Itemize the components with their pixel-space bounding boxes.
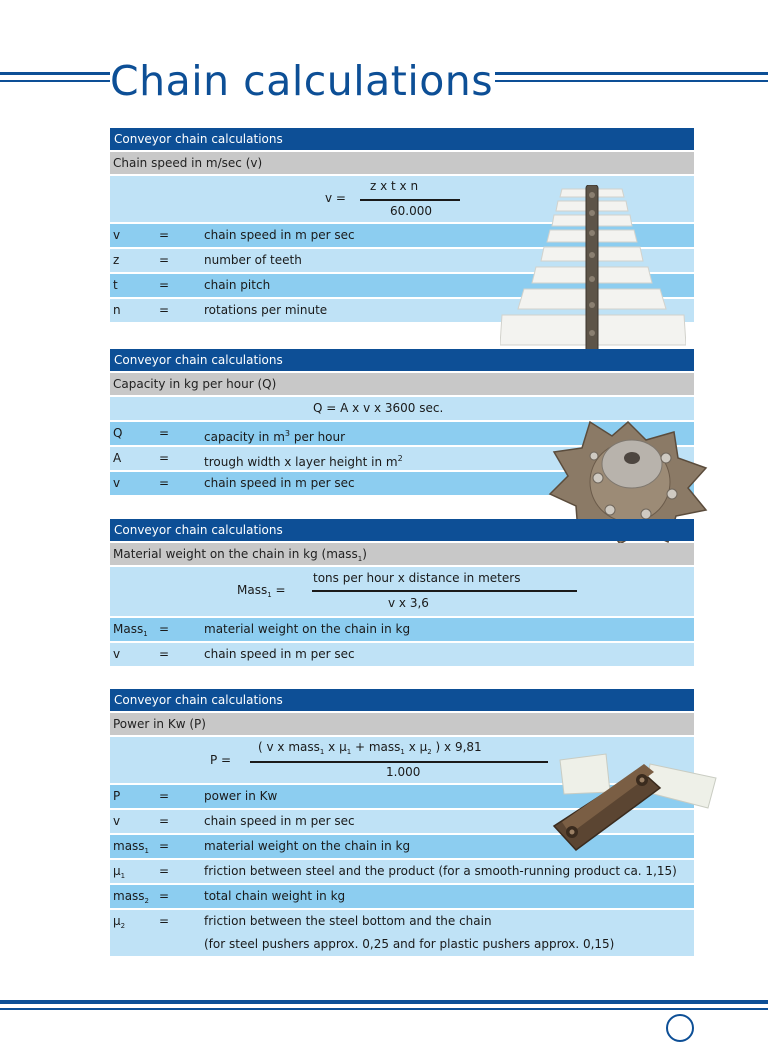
chain-link-image [548,752,720,854]
section-header: Conveyor chain calculations [110,349,694,371]
variable-symbol: v [113,476,121,490]
variable-symbol: Q [113,426,123,440]
variable-symbol: mass$_1$ [113,839,150,855]
variable-symbol: v [113,647,121,661]
variable-description: chain speed in m per sec [204,814,355,828]
formula-denominator: 60.000 [390,204,432,218]
equals-sign: = [159,839,170,853]
formula-denominator: 1.000 [386,765,421,779]
variable-description-note: (for steel pushers approx. 0,25 and for plastic pushers approx. 0,15) [204,937,615,951]
variable-description: capacity in $m^3$ per hour [204,429,346,444]
variable-symbol: v [113,814,121,828]
equals-sign: = [159,253,170,267]
fraction-bar [360,199,460,201]
variable-description: friction between steel and the product (for a smooth-running product ca. 1,15) [204,864,677,878]
variable-description: chain pitch [204,278,271,292]
equals-sign: = [159,228,170,242]
variable-symbol: $\mu_2$ [113,914,126,930]
formula-lhs: Mass$_1$ = [237,583,286,599]
variable-description: rotations per minute [204,303,328,317]
equals-sign: = [159,476,170,490]
variable-description: power in Kw [204,789,278,803]
formula-numerator: z x t x n [370,179,419,193]
equals-sign: = [159,426,170,440]
footer-rule-bottom [0,1008,768,1010]
equals-sign: = [159,864,170,878]
variable-description: chain speed in m per sec [204,228,355,242]
variable-description: chain speed in m per sec [204,647,355,661]
section-subtitle: Capacity in kg per hour (Q) [110,373,694,395]
equals-sign: = [159,647,170,661]
equals-sign: = [159,451,170,465]
equals-sign: = [159,622,170,636]
variable-row [110,643,694,666]
fraction-bar [250,761,548,763]
section-material-weight [110,519,694,668]
company-logo [666,1014,694,1042]
variable-description: trough width x layer height in $m^2$ [204,454,403,469]
variable-description: number of teeth [204,253,302,267]
section-header: Conveyor chain calculations [110,519,694,541]
variable-symbol: P [113,789,121,803]
variable-description: chain speed in m per sec [204,476,355,490]
variable-symbol: n [113,303,121,317]
variable-description: material weight on the chain in kg [204,839,411,853]
page-title: Chain calculations [110,57,494,105]
variable-symbol: v [113,228,121,242]
variable-symbol: t [113,278,118,292]
formula-row [110,397,694,420]
variable-symbol: mass$_2$ [113,889,150,905]
variable-row [110,860,694,883]
variable-description: friction between the steel bottom and the chain [204,914,492,928]
section-subtitle: Chain speed in m/sec (v) [110,152,694,174]
variable-symbol: Mass$_1$ [113,622,148,638]
formula-lhs: P = [210,753,232,767]
section-subtitle: Material weight on the chain in kg (mass$_1$) [110,543,694,565]
equals-sign: = [159,303,170,317]
equals-sign: = [159,914,170,928]
section-header: Conveyor chain calculations [110,689,694,711]
section-header: Conveyor chain calculations [110,128,694,150]
formula-row [110,567,694,616]
variable-row [110,885,694,908]
formula-numerator: tons per hour x distance in meters [313,571,521,585]
variable-symbol: z [113,253,120,267]
section-subtitle: Power in Kw (P) [110,713,694,735]
formula-numerator: ( v x mass$_1$ x $\mu_1$ + mass$_1$ x $\mu_2$ ) x 9,81 [258,740,482,756]
variable-row [110,910,694,956]
equals-sign: = [159,889,170,903]
variable-symbol: A [113,451,122,465]
equals-sign: = [159,814,170,828]
fraction-bar [312,590,577,592]
equals-sign: = [159,789,170,803]
variable-description: material weight on the chain in kg [204,622,411,636]
variable-row [110,618,694,641]
footer-rule-top [0,1000,768,1004]
chain-pusher-image [500,185,686,355]
equals-sign: = [159,278,170,292]
title-bar [0,56,768,106]
variable-symbol: $\mu_1$ [113,864,126,880]
formula-denominator: v x 3,6 [388,596,429,610]
formula-lhs: v = [325,191,346,205]
formula-text: Q = A x v x 3600 sec. [313,401,444,415]
variable-description: total chain weight in kg [204,889,346,903]
